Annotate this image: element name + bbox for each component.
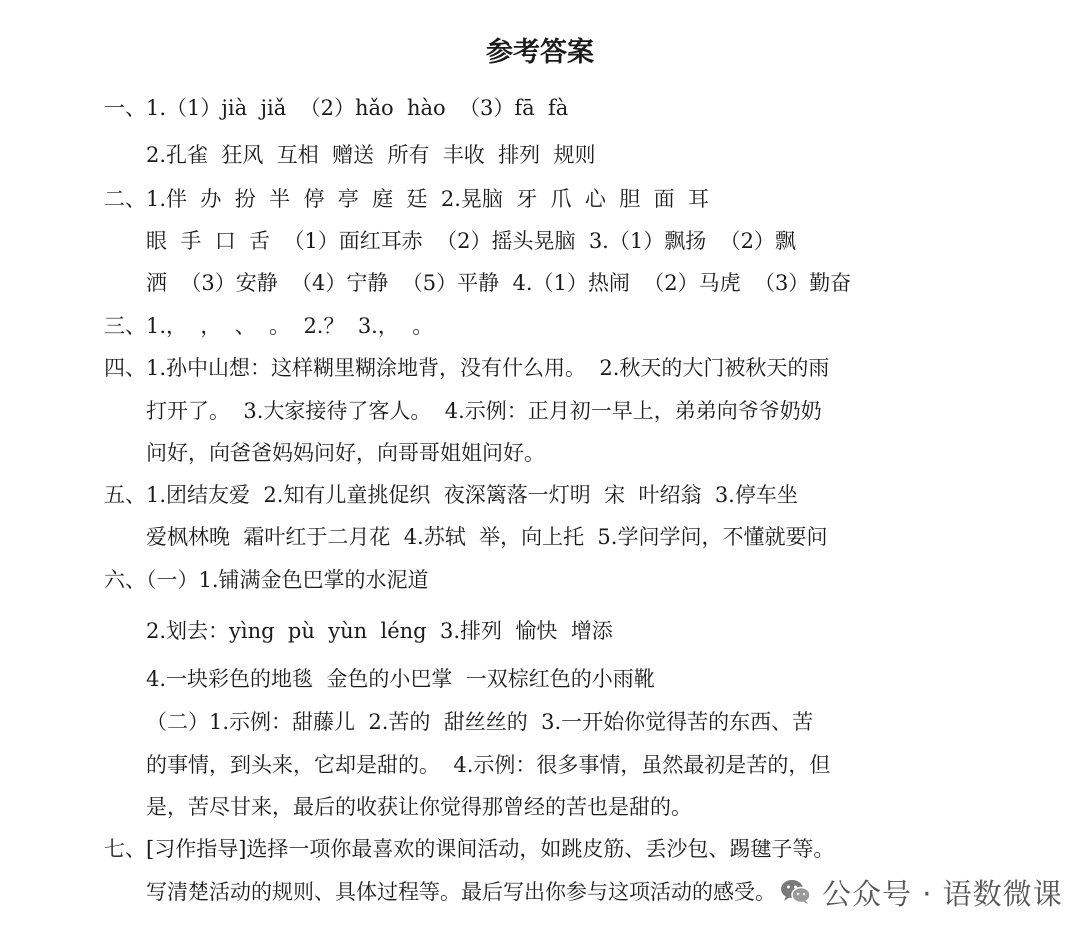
answer-line: 一、1.（1）jià jiǎ （2）hǎo hào （3）fā fà <box>104 96 569 120</box>
answer-line: 五、1.团结友爱 2.知有儿童挑促织 夜深篱落一灯明 宋 叶绍翁 3.停车坐 <box>104 483 798 507</box>
answer-line: 二、1.伴 办 扮 半 停 亭 庭 廷 2.晃脑 牙 爪 心 胆 面 耳 <box>104 187 709 211</box>
answer-line: 2.孔雀 狂风 互相 赠送 所有 丰收 排列 规则 <box>146 143 596 167</box>
watermark <box>778 872 1063 912</box>
page-title: 参考答案 <box>486 37 594 68</box>
answer-line: 的事情，到头来，它却是甜的。 4.示例：很多事情，虽然最初是苦的，但 <box>146 753 831 777</box>
answer-line: 打开了。 3.大家接待了客人。 4.示例：正月初一早上，弟弟向爷爷奶奶 <box>146 399 822 423</box>
answer-line: 是，苦尽甘来，最后的收获让你觉得那曾经的苦也是甜的。 <box>146 795 692 819</box>
answer-line: 爱枫林晚 霜叶红于二月花 4.苏轼 举，向上托 5.学问学问，不懂就要问 <box>146 525 828 549</box>
answer-line: 写清楚活动的规则、具体过程等。最后写出你参与这项活动的感受。 <box>146 880 776 904</box>
answer-line: 眼 手 口 舌 （1）面红耳赤 （2）摇头晃脑 3.（1）飘扬 （2）飘 <box>146 229 796 253</box>
answer-line: 4.一块彩色的地毯 金色的小巴掌 一双棕红色的小雨靴 <box>146 667 655 691</box>
answer-line: 2.划去：yìng pù yùn léng 3.排列 愉快 增添 <box>146 619 613 643</box>
wechat-icon <box>778 874 814 910</box>
answer-line: 七、[习作指导]选择一项你最喜欢的课间活动，如跳皮筋、丢沙包、踢毽子等。 <box>104 837 835 861</box>
watermark-text: 公众号 · 语数微课 <box>822 876 1063 911</box>
answer-line: 洒 （3）安静 （4）宁静 （5）平静 4.（1）热闹 （2）马虎 （3）勤奋 <box>146 271 852 295</box>
answer-line: 六、（一）1.铺满金色巴掌的水泥道 <box>104 568 429 592</box>
answer-line: 四、1.孙中山想：这样糊里糊涂地背，没有什么用。 2.秋天的大门被秋天的雨 <box>104 356 830 380</box>
answer-line: 三、1.， ， 、 。 2.？ 3.， 。 <box>104 314 434 338</box>
answer-line: （二）1.示例：甜藤儿 2.苦的 甜丝丝的 3.一开始你觉得苦的东西、苦 <box>146 710 814 734</box>
answer-line: 问好，向爸爸妈妈问好，向哥哥姐姐问好。 <box>146 441 545 465</box>
